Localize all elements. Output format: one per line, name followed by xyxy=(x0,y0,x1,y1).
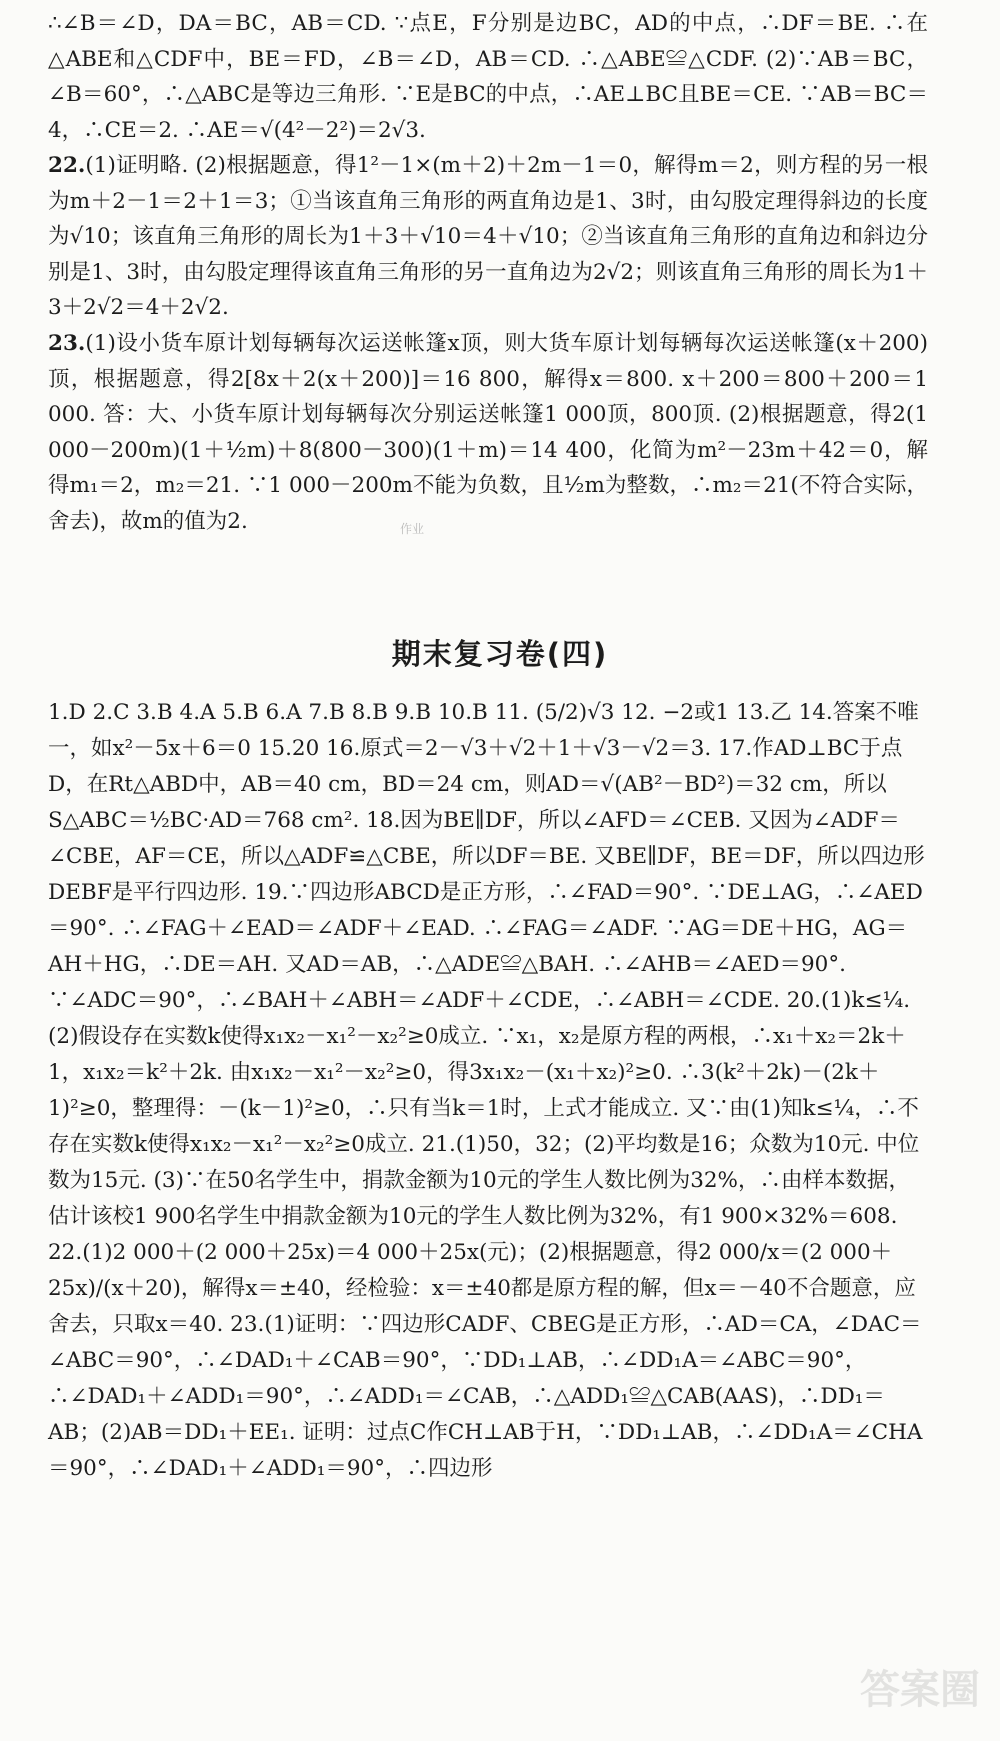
site-watermark: 答案圈 xyxy=(860,1667,980,1713)
answer-text: 1.D 2.C 3.B 4.A 5.B 6.A 7.B 8.B 9.B 10.B 11. (5/2)√3 12. −2或1 13.乙 14.答案不唯一，如x²－5x＋6＝0 15.20 16.原式＝2－√3＋√2＋1＋√3－√2＝3. 17.作AD⊥BC于点D，在Rt△ABD中，AB＝40 cm，BD＝24 cm，则AD＝√(AB²－BD²)＝32 cm，所以S△ABC＝½BC·AD＝768 cm². 18.因为BE∥DF，所以∠AFD＝∠CEB. 又因为∠ADF＝∠CBE，AF＝CE，所以△ADF≌△CBE，所以DF＝BE. 又BE∥DF，BE＝DF，所以四边形DEBF是平行四边形. 19.∵四边形ABCD是正方形，∴∠FAD＝90°. ∵DE⊥AG，∴∠AED＝90°. ∴∠FAG＋∠EAD＝∠ADF＋∠EAD. ∴∠FAG＝∠ADF. ∵AG＝DE＋HG，AG＝AH＋HG，∴DE＝AH. 又AD＝AB，∴△ADE≌△BAH. ∴∠AHB＝∠AED＝90°. ∵∠ADC＝90°，∴∠BAH＋∠ABH＝∠ADF＋∠CDE，∴∠ABH＝∠CDE. 20.(1)k≤¼. (2)假设存在实数k使得x₁x₂－x₁²－x₂²≥0成立. ∵x₁，x₂是原方程的两根，∴x₁＋x₂＝2k＋1，x₁x₂＝k²＋2k. 由x₁x₂－x₁²－x₂²≥0，得3x₁x₂－(x₁＋x₂)²≥0. ∴3(k²＋2k)－(2k＋1)²≥0，整理得：－(k－1)²≥0，∴只有当k＝1时，上式才能成立. 又∵由(1)知k≤¼，∴不存在实数k使得x₁x₂－x₁²－x₂²≥0成立. 21.(1)50，32；(2)平均数是16；众数为10元. 中位数为15元. (3)∵在50名学生中，捐款金额为10元的学生人数比例为32%，∴由样本数据，估计该校1 900名学生中捐款金额为10元的学生人数比例为32%，有1 900×32%＝608. 22.(1)2 000＋(2 000＋25x)＝4 000＋25x(元)；(2)根据题意，得2 000/x＝(2 000＋25x)/(x＋20)，解得x＝±40，经检验：x＝±40都是原方程的解，但x＝－40不合题意，应舍去，只取x＝40. 23.(1)证明：∵四边形CADF、CBEG是正方形，∴AD＝CA，∠DAC＝∠ABC＝90°，∴∠DAD₁＋∠CAB＝90°，∵DD₁⊥AB，∴∠DD₁A＝∠ABC＝90°，∴∠DAD₁＋∠ADD₁＝90°，∴∠ADD₁＝∠CAB，∴△ADD₁≌△CAB(AAS)，∴DD₁＝AB；(2)AB＝DD₁＋EE₁. 证明：过点C作CH⊥AB于H，∵DD₁⊥AB，∴∠DD₁A＝∠CHA＝90°，∴∠DAD₁＋∠ADD₁＝90°，∴四边形 xyxy=(48,700,925,1481)
paragraph-prev-proof xyxy=(48,6,928,148)
stamp-mark: 作业 xyxy=(400,522,425,536)
paragraph-q23 xyxy=(48,326,928,539)
prev-proof-text: ∴∠B＝∠D，DA＝BC，AB＝CD. ∵点E，F分别是边BC，AD的中点，∴DF＝BE. ∴在△ABE和△CDF中，BE＝FD，∠B＝∠D，AB＝CD. ∴△ABE≌△CDF. (2)∵AB＝BC，∠B＝60°，∴△ABC是等边三角形. ∵E是BC的中点，∴AE⊥BC且BE＝CE. ∵AB＝BC＝4，∴CE＝2. ∴AE＝√(4²－2²)＝2√3. xyxy=(48,11,928,143)
q23-text: (1)设小货车原计划每辆每次运送帐篷x顶，则大货车原计划每辆每次运送帐篷(x＋200)顶，根据题意，得2[8x＋2(x＋200)]＝16 800，解得x＝800. x＋200＝800＋200＝1 000. 答：大、小货车原计划每辆每次分别运送帐篷1 000顶，800顶. (2)根据题意，得2(1 000－200m)(1＋½m)＋8(800－300)(1＋m)＝14 400，化简为m²－23m＋42＝0，解得m₁＝2，m₂＝21. ∵1 000－200m不能为负数，且½m为整数，∴m₂＝21(不符合实际，舍去)，故m的值为2. xyxy=(48,331,928,534)
section-title: 期末复习卷(四) xyxy=(391,637,609,671)
q23-number: 23. xyxy=(48,331,86,356)
paragraph-q22 xyxy=(48,148,928,326)
q22-number: 22. xyxy=(48,153,86,178)
answer-block xyxy=(48,695,928,1487)
q22-text: (1)证明略. (2)根据题意，得1²－1×(m＋2)＋2m－1＝0，解得m＝2，则方程的另一根为m＋2－1＝2＋1＝3；①当该直角三角形的两直角边是1、3时，由勾股定理得斜边的长度为√10；该直角三角形的周长为1＋3＋√10＝4＋√10；②当该直角三角形的直角边和斜边分别是1、3时，由勾股定理得该直角三角形的另一直角边为2√2；则该直角三角形的周长为1＋3＋2√2＝4＋2√2. xyxy=(48,153,928,320)
